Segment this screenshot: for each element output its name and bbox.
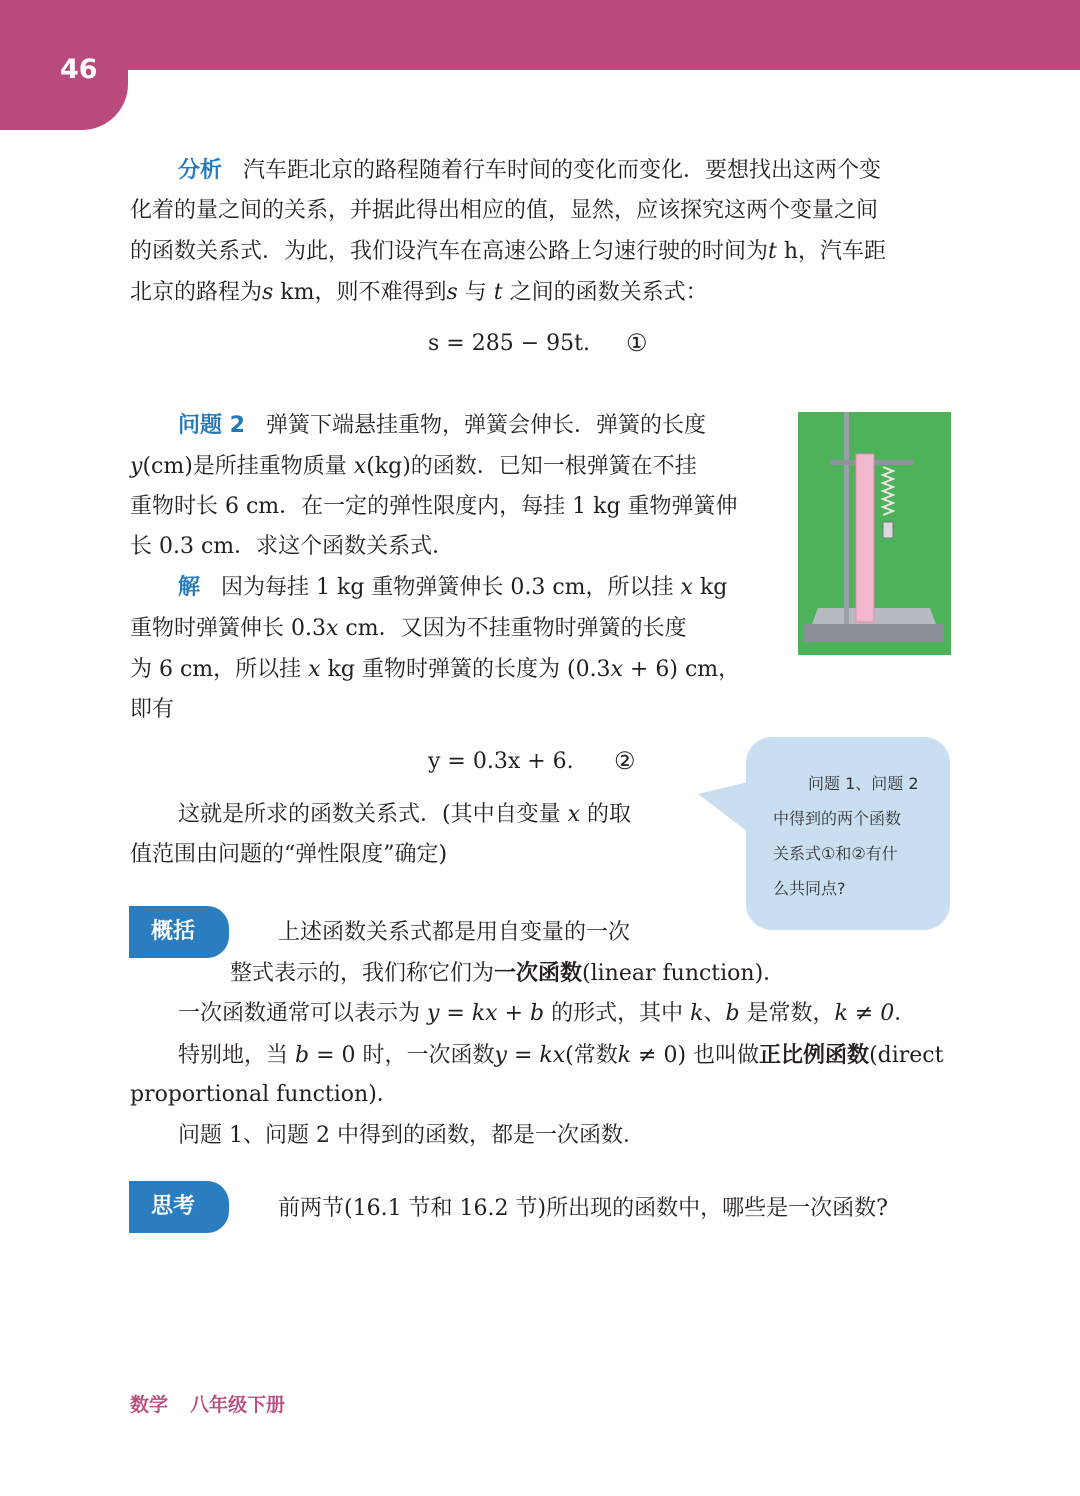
- var: b: [725, 1001, 740, 1026]
- var: x: [308, 657, 321, 682]
- conclusion-line-2: 值范围由问题的“弹性限度”确定): [130, 842, 448, 867]
- equation-2-number: ②: [614, 747, 636, 775]
- text: (kg)的函数．已知一根弹簧在不挂: [366, 454, 697, 479]
- summary-line-4: [178, 1040, 943, 1071]
- text: 的取: [580, 802, 631, 827]
- text: (linear function)．: [582, 961, 786, 986]
- text: ．: [894, 1001, 917, 1026]
- bubble-line-3: 关系式①和②有什: [773, 844, 898, 863]
- text: 因为每挂 1 kg 重物弹簧伸长 0.3 cm，所以挂: [221, 575, 681, 600]
- conclusion-line-1: [178, 800, 631, 830]
- text: 特别地，当: [178, 1043, 295, 1068]
- summary-line-1: 上述函数关系式都是用自变量的一次: [278, 920, 631, 945]
- text: ≠ 0) 也叫做: [631, 1043, 760, 1068]
- formula: k ≠ 0: [834, 1001, 895, 1026]
- var: x: [610, 657, 623, 682]
- problem2-line-2: [130, 452, 697, 482]
- speech-bubble: [746, 737, 950, 930]
- summary-line-6: 问题 1、问题 2 中得到的函数，都是一次函数．: [178, 1123, 645, 1148]
- text: 这就是所求的函数关系式．(其中自变量: [178, 802, 568, 827]
- var: x: [353, 454, 367, 479]
- var: s: [262, 280, 274, 305]
- text: cm．又因为不挂重物时弹簧的长度: [338, 616, 687, 641]
- var: x: [680, 575, 693, 600]
- bubble-line-4: 么共同点?: [773, 879, 846, 898]
- text: 一次函数通常可以表示为: [178, 1001, 427, 1026]
- text: 弹簧下端悬挂重物，弹簧会伸长．弹簧的长度: [265, 413, 706, 438]
- text: 、: [703, 1001, 726, 1026]
- text: 的形式，其中: [544, 1001, 691, 1026]
- text: h，汽车距: [776, 239, 887, 264]
- text: (常数: [565, 1043, 618, 1068]
- solution-line-2: [130, 614, 687, 644]
- text: = 0 时，一次函数: [309, 1043, 495, 1068]
- header-bar: [0, 0, 1080, 70]
- text: 的函数关系式．为此，我们设汽车在高速公路上匀速行驶的时间为: [130, 239, 769, 264]
- var: t: [493, 280, 503, 305]
- equation-2: y = 0.3x + 6.: [428, 749, 574, 774]
- solution-label: 解: [178, 575, 201, 600]
- text: (cm)是所挂重物质量: [142, 454, 354, 479]
- solution-line-1: [178, 573, 727, 603]
- var: k: [690, 1001, 704, 1026]
- page-number: 46: [60, 54, 98, 85]
- solution-line-3: [130, 655, 740, 685]
- spring-figure: [798, 412, 951, 655]
- summary-badge: 概括: [129, 906, 229, 958]
- spring-illustration: [798, 412, 951, 655]
- analysis-line-1: [178, 156, 881, 186]
- summary-line-2: [230, 958, 785, 989]
- footer: [130, 1390, 285, 1417]
- analysis-label: 分析: [178, 158, 223, 183]
- text: kg 重物时弹簧的长度为 (0.3: [320, 657, 611, 682]
- text: km，则不难得到: [273, 280, 447, 305]
- var: k: [617, 1043, 632, 1068]
- analysis-line-2: 化着的量之间的关系，并据此得出相应的值，显然，应该探究这两个变量之间: [130, 198, 879, 223]
- bubble-line-2: 中得到的两个函数: [773, 809, 902, 828]
- equation-1-number: ①: [626, 329, 648, 357]
- think-question: 前两节(16.1 节和 16.2 节)所出现的函数中，哪些是一次函数?: [278, 1196, 888, 1221]
- var: x: [567, 802, 580, 827]
- bubble-line-1: 问题 1、问题 2: [808, 774, 919, 793]
- text: 整式表示的，我们称它们为: [230, 961, 495, 986]
- speech-bubble-tail: [698, 782, 748, 832]
- solution-line-4: 即有: [130, 697, 175, 722]
- term-linear-function: 一次函数: [494, 960, 583, 986]
- summary-line-3: [178, 999, 916, 1029]
- problem2-label: 问题 2: [178, 413, 245, 438]
- text: 之间的函数关系式：: [502, 280, 708, 305]
- text: 北京的路程为: [130, 280, 263, 305]
- text: 重物时弹簧伸长 0.3: [130, 616, 326, 641]
- text: (direct: [869, 1043, 944, 1068]
- footer-book: 八年级下册: [190, 1394, 286, 1416]
- formula: y = kx + b: [427, 1001, 545, 1026]
- text: + 6) cm，: [622, 657, 741, 682]
- var: y: [130, 454, 143, 479]
- term-proportional-function: 正比例函数: [759, 1042, 870, 1068]
- equation-1: s = 285 − 95t.: [428, 331, 590, 356]
- analysis-line-3: [130, 237, 886, 267]
- formula: y = kx: [494, 1043, 566, 1068]
- text: kg: [692, 575, 728, 600]
- problem2-line-4: 长 0.3 cm．求这个函数关系式．: [130, 534, 455, 559]
- text: 为 6 cm，所以挂: [130, 657, 309, 682]
- var: x: [325, 616, 339, 641]
- problem2-line-1: [178, 411, 706, 441]
- summary-line-5: proportional function)．: [130, 1082, 399, 1107]
- text: 与: [457, 280, 494, 305]
- problem2-line-3: 重物时长 6 cm．在一定的弹性限度内，每挂 1 kg 重物弹簧伸: [130, 494, 738, 519]
- text: 汽车距北京的路程随着行车时间的变化而变化．要想找出这两个变: [243, 158, 882, 183]
- var: t: [768, 239, 777, 264]
- var: b: [295, 1043, 310, 1068]
- text: 是常数，: [739, 1001, 835, 1026]
- footer-subject: 数学: [130, 1394, 169, 1416]
- var: s: [446, 280, 458, 305]
- think-badge: 思考: [129, 1181, 229, 1233]
- analysis-line-4: [130, 278, 708, 308]
